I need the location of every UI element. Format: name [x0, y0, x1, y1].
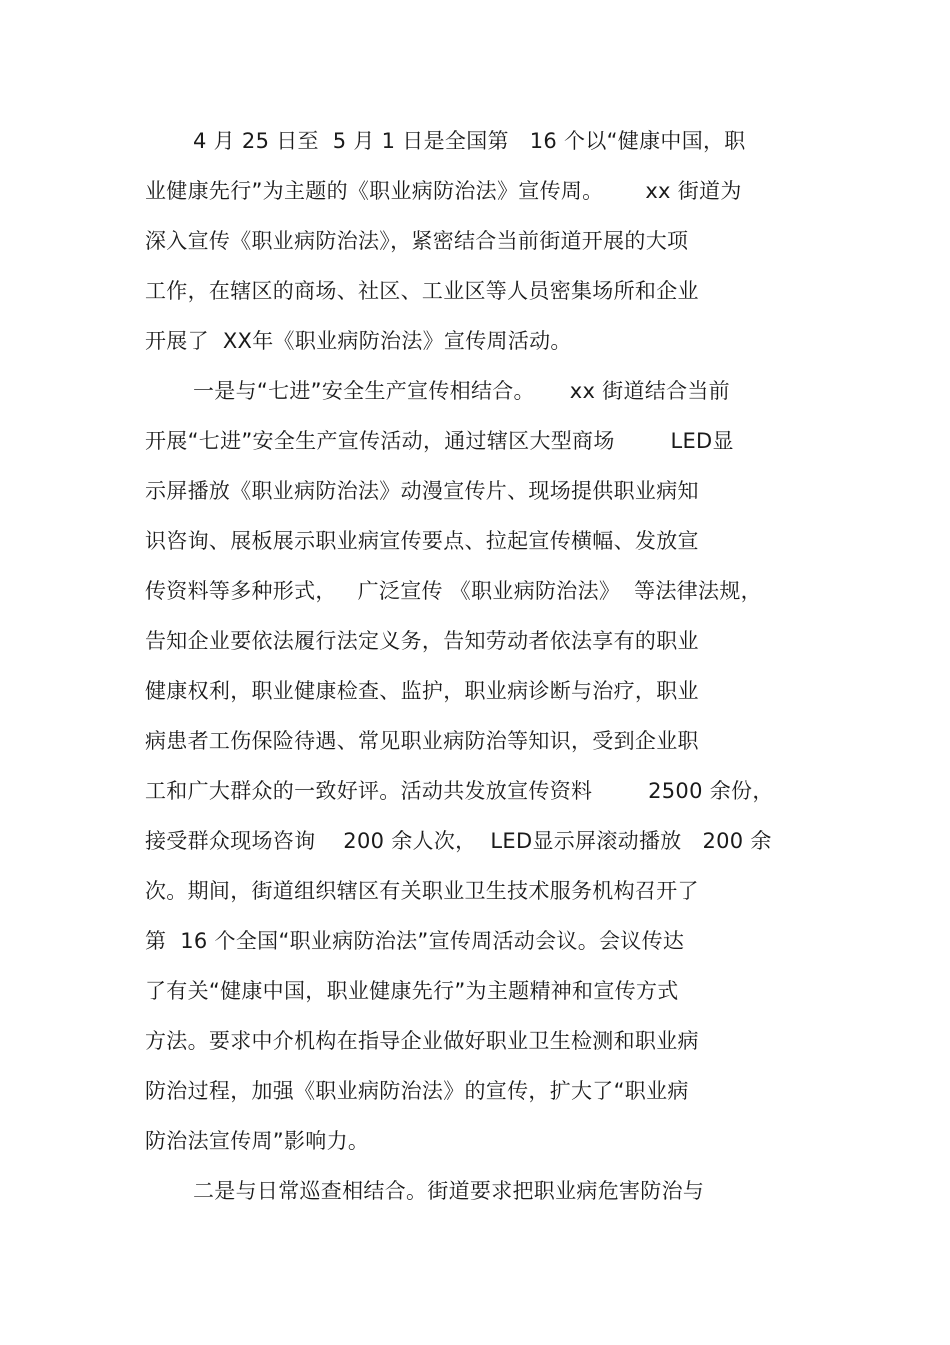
paragraph-2-line-11: 次。期间，街道组织辖区有关职业卫生技术服务机构召开了: [145, 879, 699, 903]
paragraph-2-line-16: 防治法宣传周”影响力。: [145, 1129, 370, 1153]
paragraph-2-line-5: 传资料等多种形式， 广泛宣传 《职业病防治法》 等法律法规，: [145, 579, 762, 603]
paragraph-2-line-8: 病患者工伤保险待遇、常见职业病防治等知识，受到企业职: [145, 729, 699, 753]
paragraph-3-line-1: 二是与日常巡查相结合。街道要求把职业病危害防治与: [193, 1179, 705, 1203]
paragraph-2-line-13: 了有关“健康中国，职业健康先行”为主题精神和宣传方式: [145, 979, 679, 1003]
paragraph-2-line-14: 方法。要求中介机构在指导企业做好职业卫生检测和职业病: [145, 1029, 699, 1053]
paragraph-2-line-2: 开展“七进”安全生产宣传活动，通过辖区大型商场 LED显: [145, 429, 734, 453]
paragraph-1-line-2: 业健康先行”为主题的《职业病防治法》宣传周。 xx 街道为: [145, 179, 742, 203]
paragraph-2-line-10: 接受群众现场咨询 200 余人次， LED显示屏滚动播放 200 余: [145, 829, 772, 853]
paragraph-2-line-1: 一是与“七进”安全生产宣传相结合。 xx 街道结合当前: [193, 379, 730, 403]
paragraph-1-line-4: 工作，在辖区的商场、社区、工业区等人员密集场所和企业: [145, 279, 699, 303]
paragraph-2-line-9: 工和广大群众的一致好评。活动共发放宣传资料 2500 余份，: [145, 779, 774, 803]
paragraph-2-line-15: 防治过程，加强《职业病防治法》的宣传，扩大了“职业病: [145, 1079, 689, 1103]
paragraph-1-line-5: 开展了 XX年《职业病防治法》宣传周活动。: [145, 329, 572, 353]
paragraph-2-line-12: 第 16 个全国“职业病防治法”宣传周活动会议。会议传达: [145, 929, 685, 953]
paragraph-2-line-3: 示屏播放《职业病防治法》动漫宣传片、现场提供职业病知: [145, 479, 699, 503]
paragraph-1-line-3: 深入宣传《职业病防治法》，紧密结合当前街道开展的大项: [145, 229, 689, 253]
paragraph-2-line-4: 识咨询、展板展示职业病宣传要点、拉起宣传横幅、发放宣: [145, 529, 699, 553]
paragraph-1-line-1: 4 月 25 日至 5 月 1 日是全国第 16 个以“健康中国，职: [193, 129, 746, 153]
paragraph-2-line-7: 健康权利，职业健康检查、监护，职业病诊断与治疗，职业: [145, 679, 699, 703]
paragraph-2-line-6: 告知企业要依法履行法定义务，告知劳动者依法享有的职业: [145, 629, 699, 653]
